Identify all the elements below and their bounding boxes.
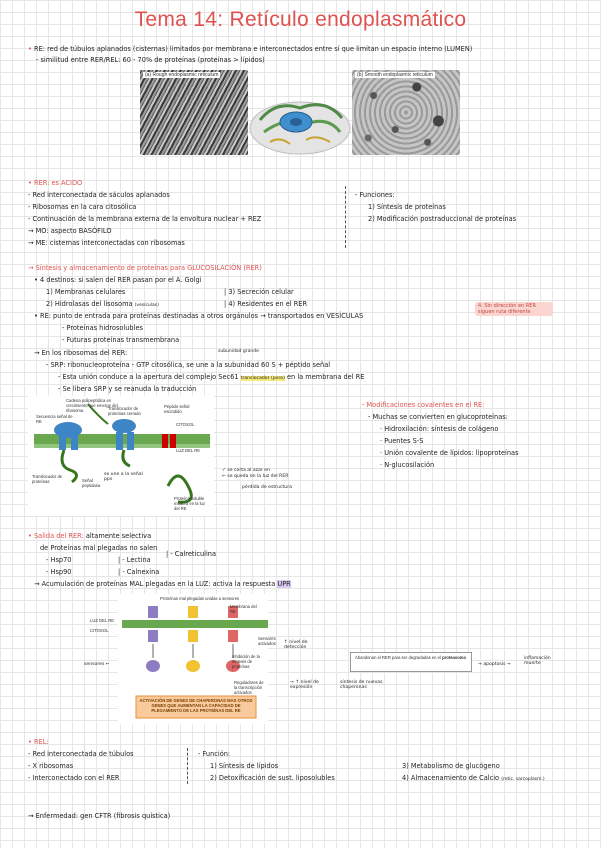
fig2-seq-label: Secuencia señal de RE <box>36 414 73 424</box>
fig3-note-inf: inflamación muerte <box>524 656 551 666</box>
fig2-chain-label: Cadena polipeptídica en crecimiento que emerge del ribosoma <box>66 398 118 413</box>
fig3-box-text: Abandonan el RER para ser degradadas en el proteasoma <box>355 655 466 660</box>
srp-line: - SRP: ribonucleoproteína - GTP citosólica, se une a la subunidad 60 S + péptido señal <box>46 361 331 369</box>
chaperone-2: - Hsp90 <box>46 568 72 576</box>
fig2-cito-label: CITOSOL <box>176 422 195 427</box>
rel-item-3: - Interconectado con el RER <box>28 774 120 782</box>
chaperone-5: | - Calreticulina <box>166 550 217 558</box>
rel-function-1: 1) Síntesis de lípidos <box>210 762 279 770</box>
rer-divider <box>345 186 346 248</box>
fig3-top-label: Proteínas mal plegadas unidas a sensores <box>160 596 240 601</box>
fig3-regul-label: Reguladores de la transcripción activados <box>234 680 264 695</box>
fig3-note-nivel2: → ↑ nivel de expresión <box>290 680 319 690</box>
synthesis-entry-point: • RE: punto de entrada para proteínas destinadas a otros orgánulos → transportados en VESÍCULAS <box>34 312 364 320</box>
fig3-luz-label: LUZ DEL RE <box>90 618 115 623</box>
bullet-icon: • <box>28 45 32 53</box>
fig2-trans-label: Translocador de proteínas cerrado <box>108 406 141 416</box>
rel-function-heading: - Función: <box>198 750 231 758</box>
exit-heading: • Salida del RER: altamente selectiva <box>28 532 152 540</box>
sec61-line: - Esta unión conduce a la apertura del complejo Sec61 translocador (poro) en la membrana del RE <box>58 373 365 381</box>
destination-1: 1) Membranas celulares <box>46 288 126 296</box>
upr-highlight: UPR <box>277 580 291 588</box>
fig2-pept-label: Péptido señal escindido <box>164 404 190 414</box>
fig2-luz-label: LUZ DEL RE <box>176 448 201 453</box>
mods-item-1: · Hidroxilación: síntesis de colágeno <box>380 425 499 433</box>
intro-line-2: - similitud entre RER/REL: 60 - 70% de proteínas (proteínas > lípidos) <box>36 56 265 64</box>
chaperone-1: - Hsp70 <box>46 556 72 564</box>
rel-disease: → Enfermedad: gen CFTR (fibrosis quística) <box>28 812 171 820</box>
synthesis-heading: → Síntesis y almacenamiento de proteínas para GLUCOSILACIÓN (RER) <box>28 264 262 272</box>
fig3-note-chap: síntesis de nuevas chaperonas <box>340 680 383 690</box>
intro-text-1: RE: red de túbulos aplanados (cisternas) limitados por membrana e interconectados entre sí que limitan un espacio interno (LUMEN) <box>34 45 473 53</box>
mods-heading: - Modificaciones covalentes en el RE: <box>362 401 485 409</box>
rer-item-2: - Ribosomas en la cara citosólica <box>28 203 137 211</box>
intro-line-1 <box>28 45 472 54</box>
fig3-note-nivel1: ↑ nivel de detección <box>284 640 308 650</box>
mods-line-1: - Muchas se convierten en glucoproteínas: <box>368 413 508 421</box>
fig2-note-4: pérdida de estructura <box>242 485 292 490</box>
fig2-tp-label: Translocador de proteínas <box>32 474 63 484</box>
fig3-box <box>350 652 472 672</box>
fig2-note-2: ✓ se corta al azar en <box>222 468 270 473</box>
rel-item-1: - Red interconectada de túbulos <box>28 750 134 758</box>
translocator-highlight: translocador (poro) <box>240 376 285 381</box>
upr-line: → Acumulación de proteínas MAL plegadas en la LUZ: activa la respuesta UPR <box>34 580 291 588</box>
rer-item-4: → MO: aspecto BASÓFILO <box>28 227 112 235</box>
rer-item-1: - Red interconectada de sáculos aplanados <box>28 191 170 199</box>
rer-function-2: 2) Modificación postraduccional de proteínas <box>368 215 517 223</box>
fig3-inhib-label: Inhibición de la síntesis de proteínas <box>232 654 260 669</box>
rer-item-3: - Continuación de la membrana externa de la envoltura nuclear + REZ <box>28 215 262 223</box>
page-title: Tema 14: Retículo endoplasmático <box>134 8 467 31</box>
fig2-prot-label: Proteína soluble madura en la luz del RE <box>174 496 205 511</box>
rel-function-3: 3) Metabolismo de glucógeno <box>402 762 500 770</box>
rer-functions-heading: - Funciones: <box>355 191 395 199</box>
rel-function-2: 2) Detoxificación de sust. liposolubles <box>210 774 335 782</box>
rer-item-5: → ME: cisternas interconectadas con ribosomas <box>28 239 185 247</box>
rel-heading: • REL: <box>28 738 49 746</box>
rel-divider <box>187 748 188 784</box>
fig3-sens-label: Sensores activados <box>258 636 276 646</box>
destination-3: | 3) Secreción celular <box>224 288 294 296</box>
mods-item-3: · Unión covalente de lípidos: lipoproteínas <box>380 449 519 457</box>
destination-4: | 4) Residentes en el RER <box>224 300 308 308</box>
exit-line-1: de Proteínas mal plegadas no salen <box>40 544 158 552</box>
side-note: 4. Sin dirección en RER siguen ruta diferente <box>475 302 553 316</box>
destination-2: 2) Hidrolasas del lisosoma (vesículas) <box>46 300 159 308</box>
srp-release-line: - Se libera SRP y se reanuda la traducción <box>58 385 197 393</box>
rough-er-micrograph <box>140 70 248 155</box>
fig3-note-apop: → apoptosis → <box>478 662 511 667</box>
small-note: subunidad grande <box>218 349 259 354</box>
fig3-note-sensores: sensores ← <box>84 662 110 667</box>
mods-item-4: · N-glucosilación <box>380 461 435 469</box>
smooth-er-micrograph <box>352 70 460 155</box>
chaperone-3: | - Lectina <box>118 556 151 564</box>
rel-function-4: 4) Almacenamiento de Calcio (retic. sarcoplasm.) <box>402 774 545 782</box>
rel-item-2: - X ribosomas <box>28 762 74 770</box>
rer-function-1: 1) Síntesis de proteínas <box>368 203 446 211</box>
chaperone-4: | - Calnexina <box>118 568 160 576</box>
fig2-note-3: ← se queda en la luz del RER <box>222 474 289 479</box>
fig3-cito-label: CITOSOL <box>90 628 109 633</box>
rer-heading-text: RER: es ACIDO <box>34 179 83 187</box>
fig-rough-label: (a) Rough endoplasmic reticulum <box>145 72 219 78</box>
er-illustration <box>246 80 354 160</box>
synthesis-sub-2: - Futuras proteínas transmembrana <box>62 336 180 344</box>
fig2-note-1: se une a la señal pps <box>104 472 143 482</box>
synthesis-destinations: • 4 destinos: si salen del RER pasan por el A. Golgi <box>34 276 202 284</box>
synthesis-sub-1: - Proteínas hidrosolubles <box>62 324 143 332</box>
fig3-memb-label: Membrana del RE <box>230 604 257 614</box>
fig2-sp-label: Señal peptidasa <box>82 478 101 488</box>
mods-item-2: · Puentes S-S <box>380 437 424 445</box>
fig-smooth-label: (b) Smooth endoplasmic reticulum <box>357 72 433 78</box>
fig3-bottom-label: ACTIVACIÓN DE GENES DE CHAPERONAS MAS OTROS GENES QUE AUMENTAN LA CAPACIDAD DE PLEGAMIENTO DE LAS PROTEÍNAS DEL RE <box>139 698 253 713</box>
synthesis-ribosomes: → En los ribosomas del RER: <box>34 349 128 357</box>
rer-heading: • RER: es ACIDO <box>28 179 83 187</box>
